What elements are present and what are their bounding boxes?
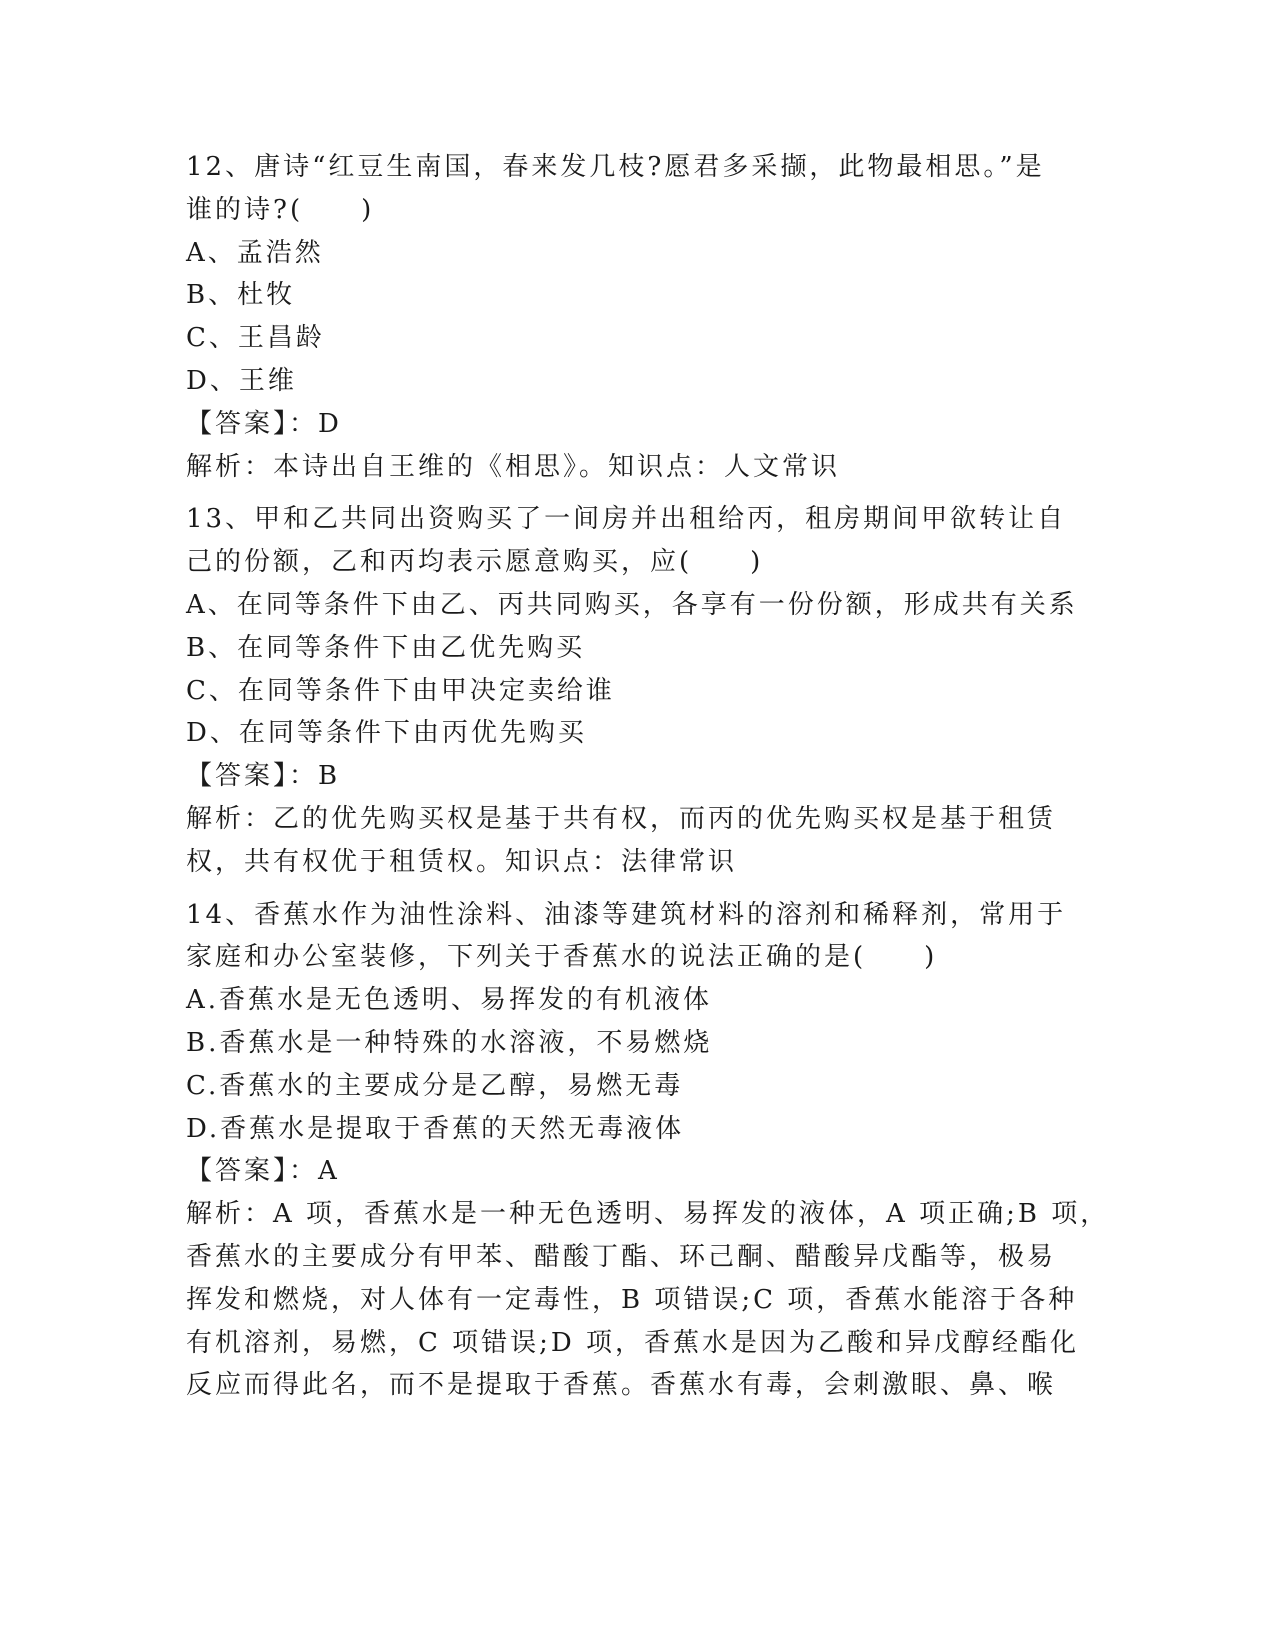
option-d: D、在同等条件下由丙优先购买	[186, 718, 587, 749]
analysis-line: 有机溶剂，易燃，C 项错误;D 项，香蕉水是因为乙酸和异戊醇经酯化	[186, 1327, 1080, 1358]
question-stem-line: 13、甲和乙共同出资购买了一间房并出租给丙，租房期间甲欲转让自	[186, 504, 1067, 535]
option-a: A、在同等条件下由乙、丙共同购买，各享有一份份额，形成共有关系	[186, 589, 1078, 620]
option-a: A、孟浩然	[186, 237, 324, 268]
option-d: D.香蕉水是提取于香蕉的天然无毒液体	[186, 1113, 685, 1144]
question-14	[186, 894, 1110, 1408]
question-stem-line: 己的份额，乙和丙均表示愿意购买，应( )	[186, 547, 764, 578]
answer-line: 【答案】：D	[186, 408, 342, 439]
analysis-line: 解析：A 项，香蕉水是一种无色透明、易挥发的液体，A 项正确;B 项，	[186, 1199, 1110, 1230]
option-b: B、在同等条件下由乙优先购买	[186, 632, 586, 663]
analysis-line: 香蕉水的主要成分有甲苯、醋酸丁酯、环己酮、醋酸异戊酯等，极易	[186, 1241, 1057, 1272]
question-stem-line: 14、香蕉水作为油性涂料、油漆等建筑材料的溶剂和稀释剂，常用于	[186, 899, 1067, 930]
analysis-line: 挥发和燃烧，对人体有一定毒性，B 项错误;C 项，香蕉水能溶于各种	[186, 1284, 1078, 1315]
option-c: C、王昌龄	[186, 323, 325, 354]
question-spacer	[186, 884, 1086, 894]
analysis-line: 解析：乙的优先购买权是基于共有权，而丙的优先购买权是基于租赁	[186, 803, 1057, 834]
question-12	[186, 146, 1086, 488]
answer-line: 【答案】：A	[186, 1156, 340, 1187]
option-c: C、在同等条件下由甲决定卖给谁	[186, 675, 615, 706]
option-a: A.香蕉水是无色透明、易挥发的有机液体	[186, 985, 713, 1016]
answer-line: 【答案】：B	[186, 761, 341, 792]
question-spacer	[186, 488, 1086, 498]
option-d: D、王维	[186, 365, 297, 396]
analysis-line: 权，共有权优于租赁权。知识点：法律常识	[186, 846, 738, 877]
analysis-line: 反应而得此名，而不是提取于香蕉。香蕉水有毒，会刺激眼、鼻、喉	[186, 1370, 1057, 1401]
question-stem-line: 家庭和办公室装修，下列关于香蕉水的说法正确的是( )	[186, 942, 938, 973]
option-b: B.香蕉水是一种特殊的水溶液，不易燃烧	[186, 1027, 713, 1058]
option-c: C.香蕉水的主要成分是乙醇，易燃无毒	[186, 1070, 684, 1101]
question-list	[186, 146, 1110, 1407]
analysis-line: 解析：本诗出自王维的《相思》。知识点：人文常识	[186, 451, 841, 482]
question-stem-line: 谁的诗?( )	[186, 194, 375, 225]
question-stem-line: 12、唐诗“红豆生南国，春来发几枝?愿君多采撷，此物最相思。”是	[186, 152, 1045, 182]
question-13	[186, 498, 1086, 883]
option-b: B、杜牧	[186, 280, 296, 311]
